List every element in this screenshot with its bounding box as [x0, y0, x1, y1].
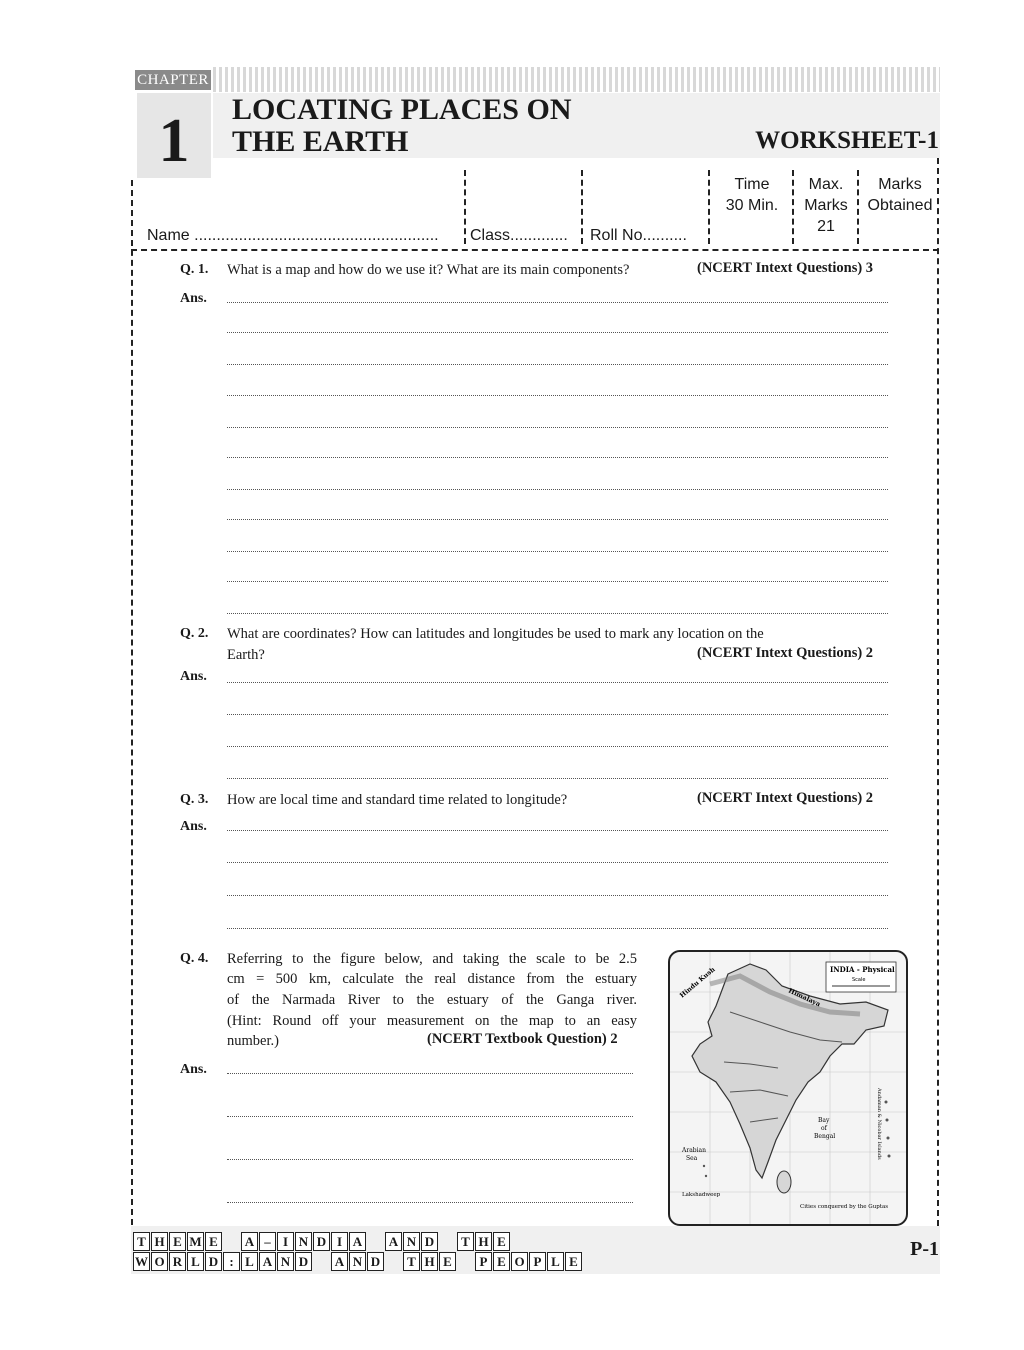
footer-letter: D [313, 1232, 330, 1251]
footer-letter: : [223, 1252, 240, 1271]
q4-text-line4: (Hint: Round off your measurement on the map to an easy [227, 1013, 637, 1029]
time-cell [712, 174, 792, 216]
footer-letter: N [277, 1252, 294, 1271]
footer-letter: E [169, 1232, 186, 1251]
footer-word [331, 1252, 384, 1271]
roll-field[interactable]: Roll No.......... [590, 227, 687, 244]
footer-word [403, 1252, 456, 1271]
footer-word [133, 1252, 312, 1271]
label-lakshadweep: Lakshadweep [682, 1192, 721, 1198]
footer-letter: A [259, 1252, 276, 1271]
answer-line[interactable] [227, 457, 888, 458]
answer-line[interactable] [227, 395, 888, 396]
sri-lanka [777, 1171, 791, 1193]
footer-word [133, 1232, 222, 1251]
q4-source: (NCERT Textbook Question) 2 [427, 1031, 618, 1047]
footer-letter: D [295, 1252, 312, 1271]
footer-letter: E [565, 1252, 582, 1271]
map-scale: Scale [852, 977, 866, 983]
answer-line[interactable] [227, 364, 888, 365]
q4-text-line1: Referring to the figure below, and taking the scale to be 2.5 [227, 951, 637, 967]
marks-obtained-cell [861, 174, 939, 216]
answer-line[interactable] [227, 613, 888, 614]
q4-ans-label: Ans. [180, 1062, 207, 1077]
answer-line[interactable] [227, 1159, 633, 1160]
label-bengal: Bengal [814, 1133, 836, 1140]
label-sea: Sea [686, 1155, 698, 1162]
obtained-line1: Marks [878, 176, 922, 193]
answer-line[interactable] [227, 302, 888, 303]
answer-line[interactable] [227, 895, 888, 896]
divider-time [708, 170, 710, 244]
footer-letter: H [475, 1232, 492, 1251]
answer-line[interactable] [227, 928, 888, 929]
footer-letter: T [133, 1232, 150, 1251]
footer-letter: A [241, 1232, 258, 1251]
map-caption: Cities conquered by the Guptas [800, 1204, 889, 1210]
footer-letter: N [403, 1232, 420, 1251]
max-marks-cell [796, 174, 856, 237]
footer-theme-row1 [133, 1232, 524, 1251]
chapter-title-line2: THE EARTH [232, 125, 409, 158]
max-marks-value: 21 [817, 218, 835, 235]
footer-letter: H [151, 1232, 168, 1251]
page-number: P-1 [910, 1238, 939, 1260]
chapter-title-line1: LOCATING PLACES ON [232, 93, 572, 126]
answer-line[interactable] [227, 1202, 633, 1203]
max-label: Max. [808, 176, 844, 193]
answer-line[interactable] [227, 551, 888, 552]
chapter-label: CHAPTER [135, 70, 211, 90]
footer-letter: L [187, 1252, 204, 1271]
footer-letter: R [169, 1252, 186, 1271]
divider-max [792, 170, 794, 244]
q3-ans-label: Ans. [180, 819, 207, 834]
chapter-number: 1 [137, 93, 211, 178]
footer-word [475, 1252, 582, 1271]
footer-letter: A [385, 1232, 402, 1251]
answer-line[interactable] [227, 862, 888, 863]
footer-letter: O [511, 1252, 528, 1271]
label-hindu-kush: Hindu Kush [678, 965, 717, 1000]
header-stripe [213, 67, 940, 92]
q1-ans-label: Ans. [180, 291, 207, 306]
india-physical-map [668, 950, 908, 1226]
footer-letter: T [457, 1232, 474, 1251]
q4-number: Q. 4. [180, 951, 209, 966]
left-border [131, 180, 133, 1225]
name-field[interactable]: Name ....................................................... [147, 227, 439, 244]
footer-letter: W [135, 1254, 148, 1269]
answer-line[interactable] [227, 714, 888, 715]
footer-letter: I [331, 1232, 348, 1251]
worksheet-label: WORKSHEET-1 [755, 127, 939, 154]
footer-letter: P [529, 1252, 546, 1271]
q2-text-cont: Earth? [227, 647, 265, 663]
time-value: 30 Min. [725, 197, 779, 214]
label-arabian: Arabian [682, 1147, 706, 1154]
answer-line[interactable] [227, 830, 888, 831]
time-label: Time [734, 176, 770, 193]
q4-text-line5: number.) [227, 1033, 279, 1049]
label-of: of [821, 1125, 827, 1132]
answer-line[interactable] [227, 1116, 633, 1117]
footer-letter: A [331, 1252, 348, 1271]
divider-class [464, 170, 466, 244]
answer-line[interactable] [227, 746, 888, 747]
map-title: INDIA - Physical [830, 965, 895, 974]
footer-theme-row2 [133, 1252, 596, 1271]
answer-line[interactable] [227, 489, 888, 490]
footer-letter: E [205, 1232, 222, 1251]
q2-source: (NCERT Intext Questions) 2 [697, 645, 874, 661]
q2-number: Q. 2. [180, 626, 209, 641]
label-bay: Bay [818, 1117, 830, 1124]
label-himalaya: Himalaya [787, 986, 822, 1009]
footer-letter: N [349, 1252, 366, 1271]
answer-line[interactable] [227, 332, 888, 333]
footer-word [457, 1232, 510, 1251]
q4-text-line2: cm = 500 km, calculate the real distance from the estuary [227, 971, 637, 987]
info-bottom-rule [131, 249, 939, 251]
class-field[interactable]: Class............. [470, 227, 568, 244]
label-andaman: Andaman & Nicobar Islands [876, 1088, 882, 1160]
divider-roll [581, 170, 583, 244]
map-graphic [670, 952, 906, 1224]
footer-letter: H [421, 1252, 438, 1271]
footer-letter: I [277, 1232, 294, 1251]
footer-letter: E [439, 1252, 456, 1271]
footer-letter: T [403, 1252, 420, 1271]
marks-label: Marks [804, 197, 848, 214]
q1-text: What is a map and how do we use it? What are its main components? [227, 262, 630, 278]
answer-line[interactable] [227, 519, 888, 520]
divider-obtained [857, 170, 859, 244]
footer-letter: L [241, 1252, 258, 1271]
q1-number: Q. 1. [180, 262, 209, 277]
footer-letter: E [493, 1232, 510, 1251]
footer-letter: O [151, 1252, 168, 1271]
q2-ans-label: Ans. [180, 669, 207, 684]
footer-letter: L [547, 1252, 564, 1271]
footer-word [241, 1232, 366, 1251]
footer-letter: D [367, 1252, 384, 1271]
footer-letter: N [295, 1232, 312, 1251]
footer-letter: P [475, 1252, 492, 1271]
q3-text: How are local time and standard time related to longitude? [227, 792, 568, 808]
footer-letter: E [493, 1252, 510, 1271]
footer-letter: D [205, 1252, 222, 1271]
footer-letter: A [349, 1232, 366, 1251]
footer-letter: M [187, 1232, 204, 1251]
q3-number: Q. 3. [180, 792, 209, 807]
q3-source: (NCERT Intext Questions) 2 [697, 790, 874, 806]
q1-source: (NCERT Intext Questions) 3 [697, 260, 874, 276]
answer-line[interactable] [227, 682, 888, 683]
q4-text-line3: of the Narmada River to the estuary of the Ganga river. [227, 992, 637, 1008]
footer-letter: – [259, 1232, 276, 1251]
obtained-line2: Obtained [867, 197, 933, 214]
answer-line[interactable] [227, 427, 888, 428]
answer-line[interactable] [227, 581, 888, 582]
answer-line[interactable] [227, 1073, 633, 1074]
answer-line[interactable] [227, 778, 888, 779]
right-border [937, 158, 939, 1226]
footer-word [385, 1232, 438, 1251]
q2-text: What are coordinates? How can latitudes and longitudes be used to mark any location on the [227, 626, 764, 642]
footer-letter: D [421, 1232, 438, 1251]
